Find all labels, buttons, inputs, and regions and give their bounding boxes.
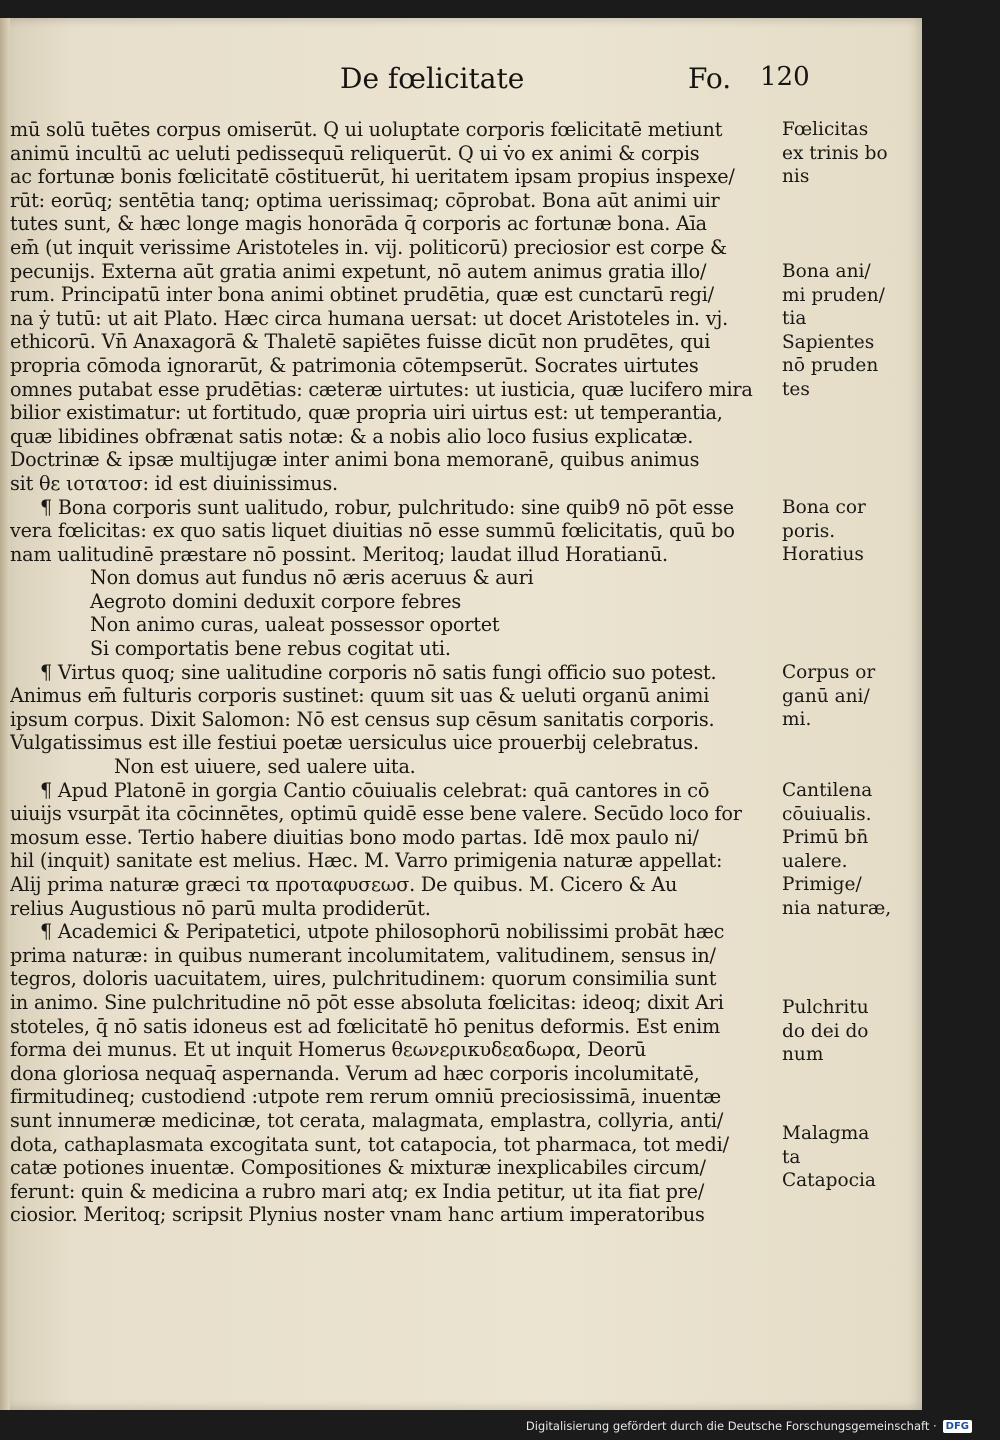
margin-note-malagmata — [782, 1122, 914, 1193]
margin-note-line: Pulchritu — [782, 997, 869, 1018]
text-line: sunt innumeræ medicinæ, tot cerata, malagmata, emplastra, collyria, anti/ — [10, 1108, 724, 1132]
paragraph-start-line: ¶ Bona corporis sunt ualitudo, robur, pulchritudo: sine quib9 nō pōt esse — [40, 495, 734, 519]
running-header — [0, 62, 922, 102]
paragraph-start-line: ¶ Apud Platonē in gorgia Cantio cōuiualis celebrat: quā cantores in cō — [40, 778, 710, 802]
folio-number: 120 — [760, 62, 810, 92]
margin-note-line: poris. — [782, 520, 836, 542]
verse-line: Aegroto domini deduxit corpore febres — [90, 589, 462, 613]
verse-line: Non animo curas, ualeat possessor oportet — [90, 613, 500, 637]
margin-note-line: Catapocia — [782, 1170, 876, 1192]
margin-note-pulchritudo — [782, 996, 914, 1067]
margin-note-bona-corporis — [782, 496, 914, 567]
margin-note-line: num — [782, 1044, 824, 1066]
margin-note-line: Sapientes — [782, 331, 875, 353]
margin-note-line: ta — [782, 1146, 801, 1168]
margin-note-foelicitas — [782, 118, 914, 189]
margin-note-line: Primū bn̄ — [782, 827, 869, 849]
text-line: animū incultū ac ueluti pedissequū reliquerūt. Q ui v̇o ex animi & corpis — [10, 141, 700, 165]
text-line: quæ libidines obfrænat satis notæ: & a nobis alio loco fusius explicatæ. — [10, 424, 694, 448]
text-line: em̄ (ut inquit verissime Aristoteles in. vij. politicorū) preciosior est corpe & — [10, 235, 727, 259]
text-line: rūt: eorūq; sentētia tanq; optima uerissimaq; cōprobat. Bona aūt animi uir — [10, 188, 720, 212]
margin-note-line: Cantilena — [782, 780, 873, 801]
margin-note-line: tia — [782, 308, 807, 330]
text-line: tegros, doloris uacuitatem, uires, pulchritudinem: quorum consimilia sunt — [10, 967, 717, 991]
text-line: Alij prima naturæ græci τα προταφυσεωσ. De quibus. M. Cicero & Au — [10, 873, 678, 896]
dfg-logo: DFG — [943, 1420, 972, 1433]
margin-note-line: nia naturæ, — [782, 897, 892, 919]
text-line: dona gloriosa nequaq̄ aspernanda. Verum ad hæc corporis incolumitatē, — [10, 1061, 700, 1085]
paragraph-start-line: ¶ Academici & Peripatetici, utpote philosophorū nobilissimi probāt hæc — [40, 920, 725, 944]
margin-note-line: Bona ani/ — [782, 261, 871, 282]
text-line: forma dei munus. Et ut inquit Homerus θεωνερικυδεαδωρα, Deorū — [10, 1038, 647, 1062]
text-line: pecunijs. Externa aūt gratia animi expetunt, nō autem animus gratia illo/ — [10, 259, 707, 283]
paragraph-start-line: ¶ Virtus quoq; sine ualitudine corporis nō satis fungi officio suo potest. — [40, 660, 717, 684]
credit-text: Digitalisierung gefördert durch die Deutsche Forschungsgemeinschaft · — [525, 1419, 937, 1433]
text-line: omnes putabat esse prudētias: cæteræ uirtutes: ut iusticia, quæ lucifero mira — [10, 377, 753, 401]
digitization-credit — [526, 1416, 972, 1436]
text-line: uiuijs vsurpāt ita cōcinnētes, optimū quidē esse bene valere. Secūdo loco for — [10, 802, 742, 826]
verse-line: Non est uiuere, sed ualere uita. — [114, 755, 416, 779]
text-line: ciosior. Meritoq; scripsit Plynius noster vnam hanc artium imperatoribus — [10, 1203, 705, 1227]
text-line: rum. Principatū inter bona animi obtinet prudētia, quæ est cunctarū regi/ — [10, 283, 714, 307]
margin-note-line: cōuiualis. — [782, 803, 872, 825]
text-line: na ẏ tutū: ut ait Plato. Hæc circa humana uersat: ut docet Aristoteles in. vj. — [10, 306, 729, 330]
text-line: nam ualitudinē præstare nō possint. Meritoq; laudat illud Horatianū. — [10, 542, 668, 566]
margin-note-line: ex trinis bo — [782, 142, 888, 164]
margin-note-corpus-organum — [782, 661, 914, 732]
text-line: vera fœlicitas: ex quo satis liquet diuitias nō esse summū fœlicitatis, quū bo — [10, 519, 735, 543]
running-title: De fœlicitate — [340, 62, 525, 95]
margin-note-cantilena — [782, 779, 914, 921]
margin-note-line: mi. — [782, 709, 812, 731]
text-line: stoteles, q̄ nō satis idoneus est ad fœlicitatē hō penitus deformis. Est enim — [10, 1014, 721, 1038]
verse-line: Non domus aut fundus nō æris aceruus & auri — [90, 566, 534, 590]
text-line: dota, cathaplasmata excogitata sunt, tot catapocia, tot pharmaca, tot medi/ — [10, 1132, 729, 1156]
text-line: bilior existimatur: ut fortitudo, quæ propria uiri uirtus est: ut temperantia, — [10, 401, 723, 425]
text-line: tutes sunt, & hæc longe magis honorāda q̄ corporis ac fortunæ bona. Aīa — [10, 212, 707, 236]
text-line: propria cōmoda ignorarūt, & patrimonia cōtempserūt. Socrates uirtutes — [10, 353, 699, 377]
text-line: ethicorū. Vn̄ Anaxagorā & Thaletē sapiētes fuisse dicūt non prudētes, qui — [10, 330, 711, 354]
text-line: mosum esse. Tertio habere diuitias bono modo partas. Idē mox paulo ni/ — [10, 825, 699, 849]
text-line: sit θε ιοτατοσ: id est diuinissimus. — [10, 471, 338, 495]
folio-label: Fo. — [688, 62, 732, 95]
margin-note-line: tes — [782, 378, 810, 400]
text-line: hil (inquit) sanitate est melius. Hæc. M. Varro primigenia naturæ appellat: — [10, 849, 723, 873]
book-page — [0, 18, 922, 1410]
page-gutter — [0, 18, 10, 1410]
verse-line: Si comportatis bene rebus cogitat uti. — [90, 637, 451, 661]
text-line: ipsum corpus. Dixit Salomon: Nō est census sup cēsum sanitatis corporis. — [10, 707, 715, 731]
text-line: relius Augustious nō parū multa prodiderūt. — [10, 896, 431, 920]
text-line: ac fortunæ bonis fœlicitatē cōstituerūt, hi ueritatem ipsam propius inspexe/ — [10, 165, 735, 189]
margin-note-line: Bona cor — [782, 497, 866, 518]
text-line: Animus em̄ fulturis corporis sustinet: quum sit uas & ueluti organū animi — [10, 684, 710, 708]
main-text — [10, 118, 772, 1227]
margin-note-line: Malagma — [782, 1123, 870, 1144]
margin-note-line: Primige/ — [782, 874, 862, 896]
margin-note-line: ganū ani/ — [782, 685, 870, 707]
text-line: ferunt: quin & medicina a rubro mari atq; ex India petitur, ut ita fiat pre/ — [10, 1179, 705, 1203]
margin-note-line: Corpus or — [782, 662, 876, 683]
margin-note-line: Fœlicitas — [782, 119, 869, 140]
text-line: prima naturæ: in quibus numerant incolumitatem, valitudinem, sensus in/ — [10, 943, 716, 967]
margin-note-line: Horatius — [782, 544, 864, 566]
margin-note-line: mi pruden/ — [782, 284, 885, 306]
margin-note-bona-animi — [782, 260, 914, 402]
margin-note-line: do dei do — [782, 1020, 869, 1042]
text-line: mū solū tuētes corpus omiserūt. Q ui uoluptate corporis fœlicitatē metiunt — [10, 118, 723, 141]
text-line: catæ potiones inuentæ. Compositiones & mixturæ inexplicabiles circum/ — [10, 1156, 706, 1180]
margin-note-line: ualere. — [782, 850, 848, 872]
text-line: in animo. Sine pulchritudine nō pōt esse absoluta fœlicitas: ideoq; dixit Ari — [10, 990, 724, 1014]
text-line: firmitudineq; custodiend :utpote rem rerum omniū preciosissimā, inuentæ — [10, 1085, 721, 1109]
text-line: Vulgatissimus est ille festiui poetæ uersiculus uice prouerbij celebratus. — [10, 731, 699, 755]
margin-note-line: nis — [782, 166, 810, 188]
margin-note-line: nō pruden — [782, 355, 879, 377]
text-line: Doctrinæ & ipsæ multijugæ inter animi bona memoranē, quibus animus — [10, 448, 700, 472]
